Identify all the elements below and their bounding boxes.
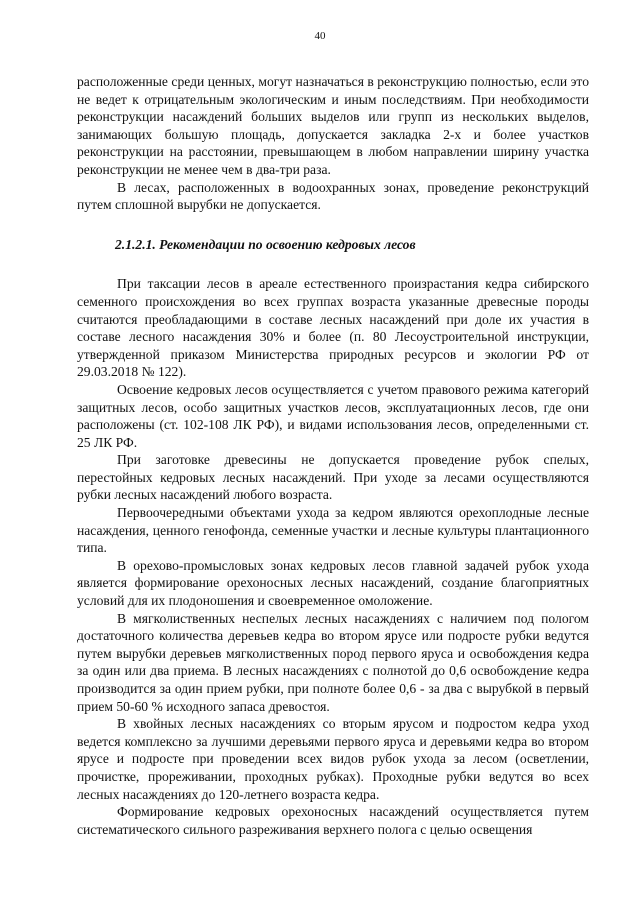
paragraph-coniferous-stands: В хвойных лесных насаждениях со вторым ярусом и подростом кедра уход ведется комплексно за лучшими деревьями первого яруса и деревьями кедра во втором ярусе и подросте при проведении всех видов рубок ухода за лесом (осветлении, прочистке, прореживании, проходных рубках). Проходные рубки ведутся во всех лесных насаждениях до 120-летнего возраста кедра. xyxy=(77,716,589,802)
paragraph-priority-objects: Первоочередными объектами ухода за кедром являются орехоплодные лесные насаждения, ценного генофонда, семенные участки и лесные культуры плантационного типа. xyxy=(77,505,589,556)
page-number: 40 xyxy=(314,30,326,42)
section-heading: 2.1.2.1. Рекомендации по освоению кедровых лесов xyxy=(115,236,416,252)
paragraph-harvesting: При заготовке древесины не допускается проведение рубок спелых, перестойных кедровых лесных насаждений. При уходе за лесами осуществляются рубки лесных насаждений любого возраста. xyxy=(77,452,589,503)
paragraph-nut-zones: В орехово-промысловых зонах кедровых лесов главной задачей рубок ухода является формирование орехоносных лесных насаждений, создание благоприятных условий для их плодоношения и своевременное омоложение. xyxy=(77,557,589,609)
paragraph-reconstruction-continuation: расположенные среди ценных, могут назначаться в реконструкцию полностью, если это не ведет к отрицательным экологическим и иным последствиям. При необходимости реконструкции насаждений больших выделов или групп из нескольких выделов, занимающих большую площадь, допускается закладка 2-х и более участков реконструкции на расстоянии, превышающем в любом направлении ширину участка реконструкции не менее чем в два-три раза. xyxy=(77,74,589,177)
paragraph-formation: Формирование кедровых орехоносных насаждений осуществляется путем систематического сильного разреживания верхнего полога с целью освещения xyxy=(77,804,589,837)
paragraph-softwood-stands: В мягколиственных неспелых лесных насаждениях с наличием под пологом достаточного количества деревьев кедра во втором ярусе или подросте рубки ведутся путем вырубки деревьев мягколиственных пород первого яруса и освобождения кедра за один или два приема. В лесных насаждениях с полнотой до 0,6 освобождение кедра производится за один прием рубки, при полноте более 0,6 - за два с вырубкой в первый прием 50-60 % исходного запаса древостоя. xyxy=(77,610,589,714)
paragraph-water-protection: В лесах, расположенных в водоохранных зонах, проведение реконструкций путем сплошной вырубки не допускается. xyxy=(77,179,589,213)
paragraph-legal-regime: Освоение кедровых лесов осуществляется с учетом правового режима категорий защитных лесов, особо защитных участков лесов, эксплуатационных лесов, где они расположены (ст. 102-108 ЛК РФ), и видами использования лесов, определенными ст. 25 ЛК РФ. xyxy=(77,381,589,450)
paragraph-taxation: При таксации лесов в ареале естественного произрастания кедра сибирского семенного происхождения во всех группах возраста указанные древесные породы считаются преобладающими в составе лесных насаждений при доле их участия в составе лесного насаждения 30% и более (п. 80 Лесоустроительной инструкции, утвержденной приказом Министерства природных ресурсов и экологии РФ от 29.03.2018 № 122). xyxy=(77,276,589,380)
document-body xyxy=(77,73,589,838)
